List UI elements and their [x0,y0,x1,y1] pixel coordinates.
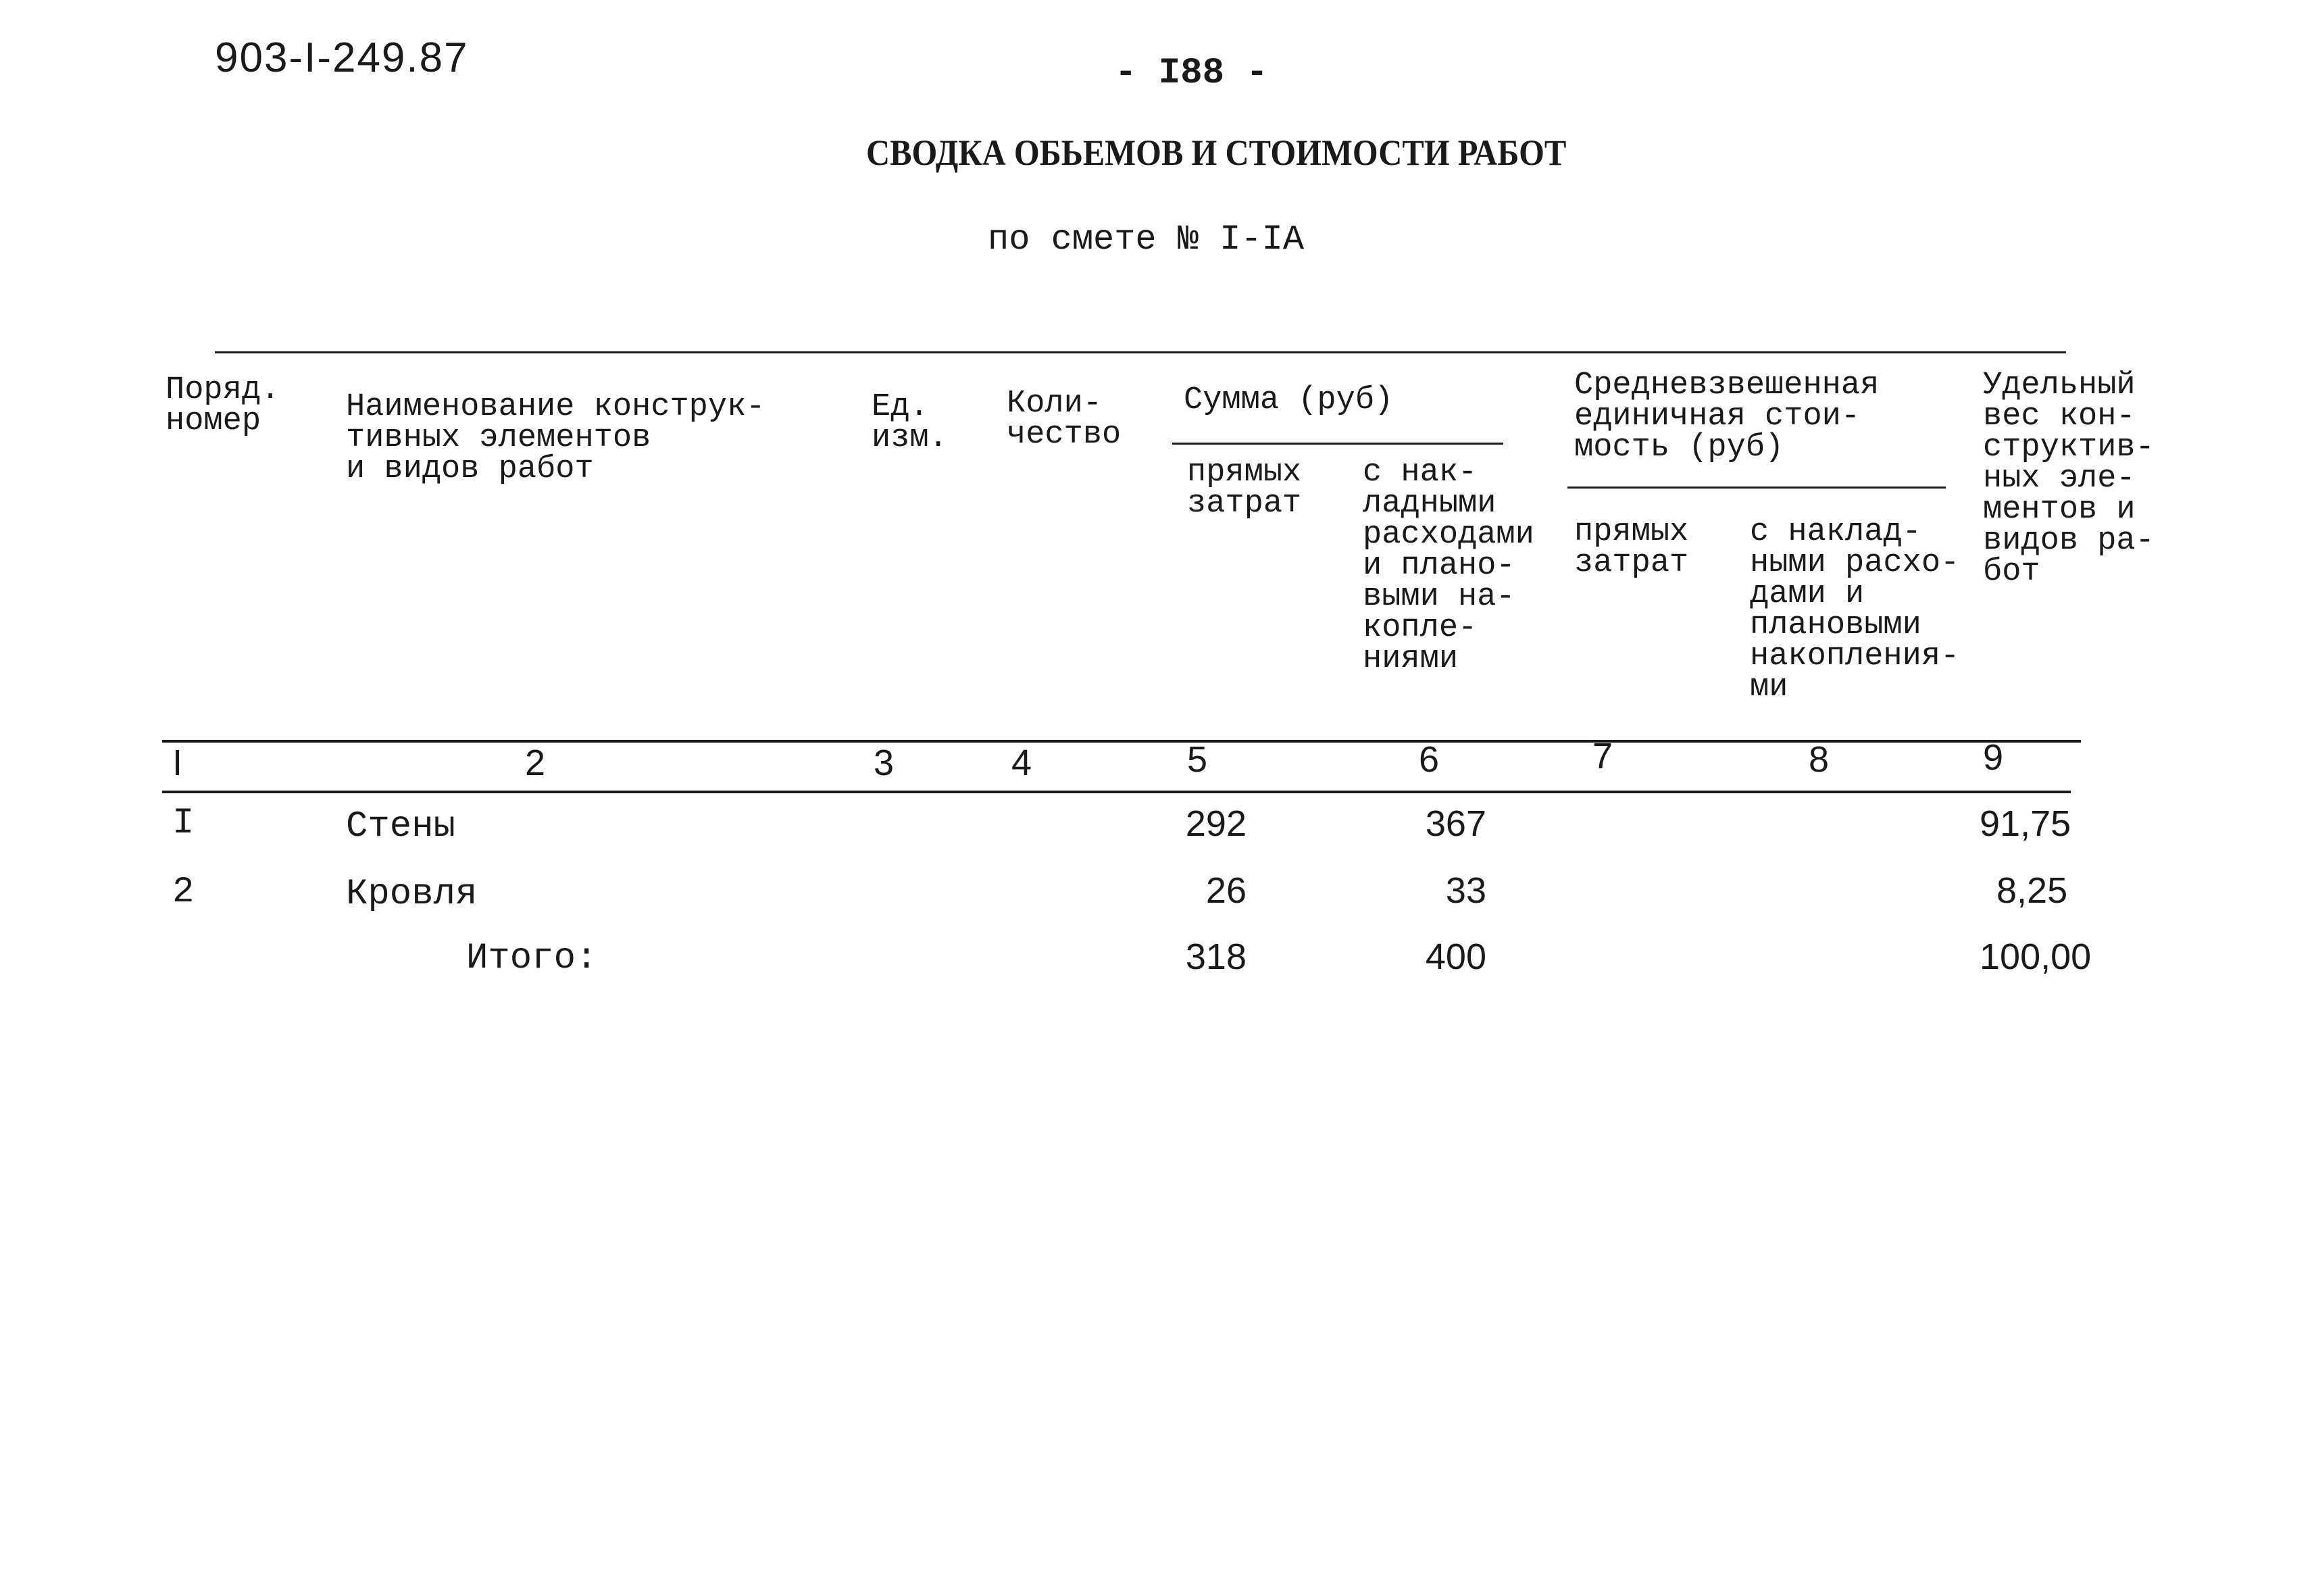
table-row-2-direct: 26 [1205,870,1247,911]
header-element-name: Наименование конструк- тивных элементов и видов работ [346,389,765,487]
total-direct: 318 [1185,937,1247,977]
table-row-1-direct: 292 [1185,803,1247,844]
table-row-1-number: I [172,803,195,844]
column-number-9: 9 [1983,737,2004,778]
document-code: 903-I-249.87 [215,34,469,81]
header-quantity: Коли- чество [1007,386,1122,453]
table-row-2-share: 8,25 [1996,870,2068,911]
total-overhead: 400 [1425,937,1486,977]
header-avg-overhead: с наклад- ными расхо- дами и плановыми накопления- ми [1750,514,1960,705]
sum-group-rule [1172,443,1503,445]
column-numbers-rule [162,791,2071,793]
table-row-2-number: 2 [172,872,195,913]
column-number-2: 2 [525,743,546,783]
column-number-3: 3 [874,743,895,783]
header-order-number: Поряд. номер [166,372,280,439]
column-number-4: 4 [1011,743,1032,783]
column-number-8: 8 [1809,739,1830,780]
table-top-rule [215,351,2066,353]
page-title: СВОДКА ОБЬЕМОВ И СТОИМОСТИ РАБОТ [866,132,1567,173]
header-specific-weight: Удельный вес кон- структив- ных эле- ментов и видов ра- бот [1983,368,2155,590]
table-row-2-overhead: 33 [1445,870,1486,911]
page-number: - I88 - [1115,53,1268,94]
header-unit: Ед. изм. [872,389,948,456]
column-number-7: 7 [1592,736,1613,776]
column-number-1: I [172,743,183,783]
avg-group-rule [1567,487,1946,489]
page-subtitle: по смете № I-IA [988,220,1305,259]
table-row-1-overhead: 367 [1425,803,1486,844]
header-sum-overhead: с нак- ладными расходами и плано- выми на- копле- ниями [1363,455,1534,677]
table-row-1-share: 91,75 [1980,803,2071,844]
header-avg-direct: прямых затрат [1574,514,1689,581]
total-label: Итого: [466,938,598,979]
column-number-5: 5 [1187,739,1208,780]
header-bottom-rule [162,740,2081,743]
table-row-2-name: Кровля [346,874,478,915]
table-row-1-name: Стены [346,806,456,847]
header-sum-group: Сумма (руб) [1184,382,1394,418]
header-avg-group: Средневзвешенная единичная стои- мость (руб) [1574,368,1880,466]
header-sum-direct: прямых затрат [1187,455,1302,522]
total-share: 100,00 [1980,937,2092,977]
column-number-6: 6 [1419,739,1440,780]
